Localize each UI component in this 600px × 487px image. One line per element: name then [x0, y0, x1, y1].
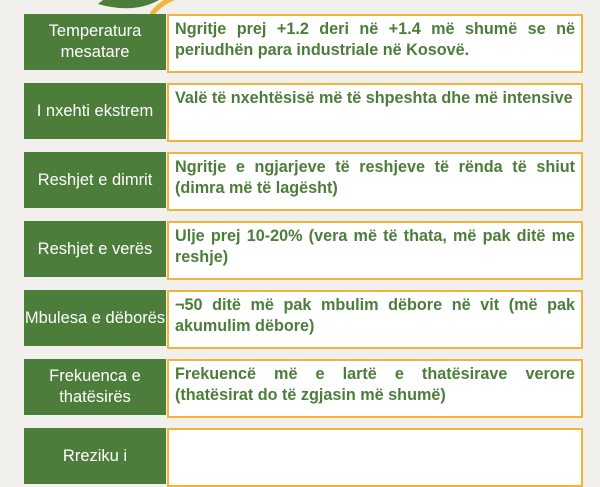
row-description: Ngritje prej +1.2 deri në +1.4 më shumë se në periudhën para industriale në Kosovë. [167, 14, 583, 73]
table-row [24, 359, 575, 415]
row-description: Ulje prej 10-20% (vera më të thata, më pak ditë me reshje) [167, 221, 583, 280]
row-label: Mbulesa e dëborës [24, 290, 166, 346]
row-label: Rreziku i [24, 428, 166, 484]
table-row [24, 428, 572, 484]
table-row [24, 152, 575, 208]
row-label: Temperatura mesatare [24, 14, 166, 70]
row-label: Reshjet e verës [24, 221, 166, 277]
row-description: Valë të nxehtësisë më të shpeshta dhe më intensive [167, 83, 583, 142]
table-row [24, 83, 572, 139]
row-description [167, 428, 583, 487]
row-description: Ngritje e ngjarjeve të reshjeve të rënda të shiut (dimra më të lagësht) [167, 152, 583, 211]
row-description: Frekuencë më e lartë e thatësirave verore (thatësirat do të zgjasin më shumë) [167, 359, 583, 418]
row-label: I nxehti ekstrem [24, 83, 166, 139]
table-row [24, 290, 575, 346]
table-row [24, 14, 575, 70]
table-row [24, 221, 575, 277]
row-label: Reshjet e dimrit [24, 152, 166, 208]
row-label: Frekuenca e thatësirës [24, 359, 166, 415]
row-description: ¬50 ditë më pak mbulim dëbore në vit (më pak akumulim dëbore) [167, 290, 583, 349]
